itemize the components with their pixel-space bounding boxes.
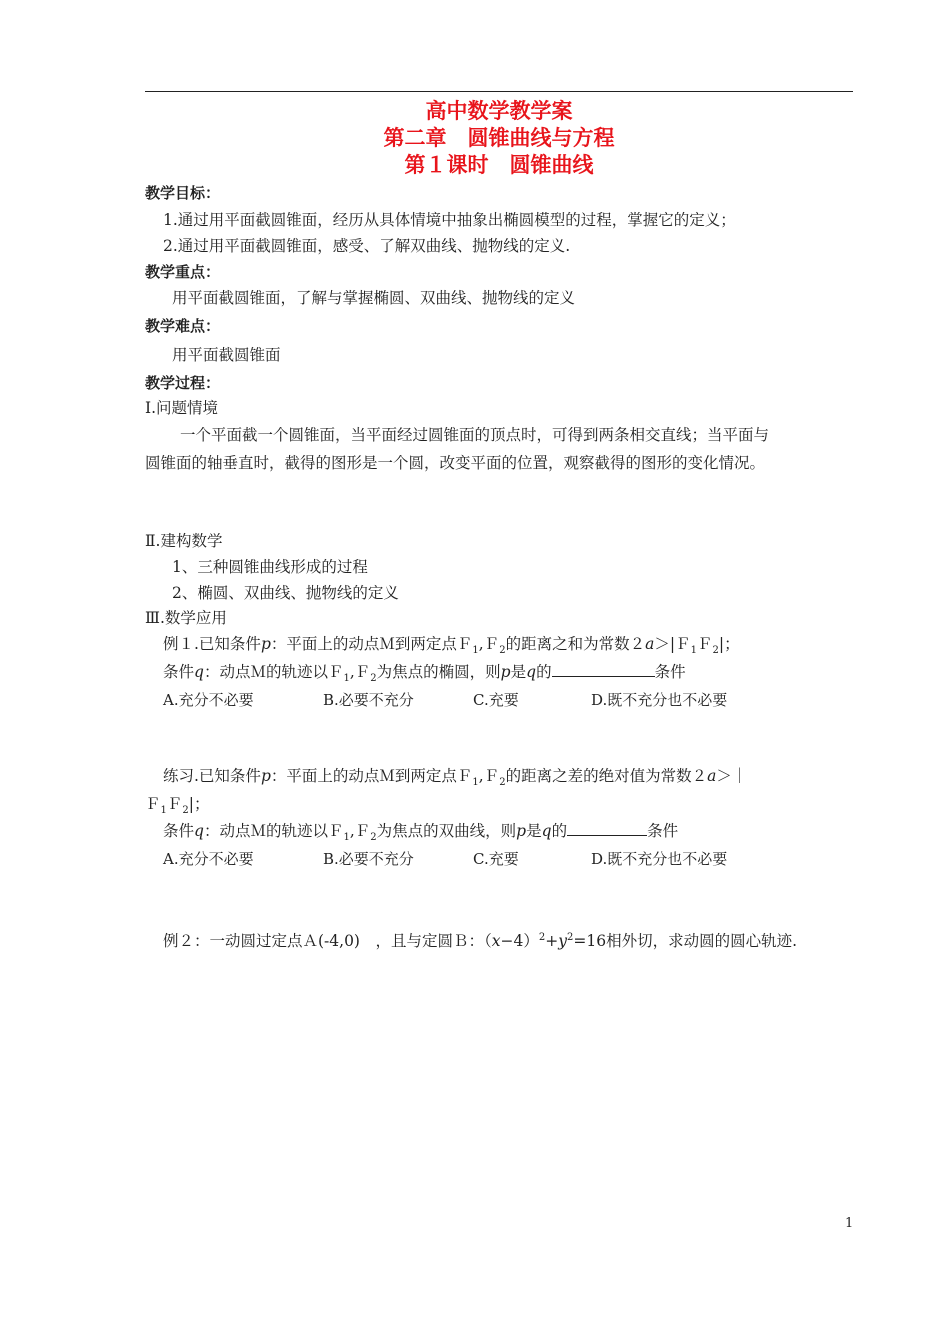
practice-option-b: B.必要不充分	[323, 850, 414, 868]
process-heading: 教学过程：	[145, 374, 221, 392]
section-2-item-1: 1、三种圆锥曲线形成的过程	[172, 558, 368, 576]
answer-blank-1	[552, 661, 655, 677]
example-2-line: 例２：一动圆过定点Ａ(-4,0) ，且与定圆Ｂ：$(x-4)^2+y^2=16$相外切，求动圆的圆心轨迹.	[163, 932, 797, 951]
example-1-option-d: D.既不充分也不必要	[591, 691, 728, 709]
lesson-title: 第１课时 圆锥曲线	[404, 153, 594, 177]
answer-blank-2	[567, 820, 647, 836]
objectives-heading: 教学目标：	[145, 184, 221, 202]
difficulties-heading: 教学难点：	[145, 317, 221, 335]
main-title: 高中数学教学案	[425, 99, 573, 123]
chapter-title: 第二章 圆锥曲线与方程	[383, 126, 615, 150]
section-1-para-line-1: 一个平面截一个圆锥面，当平面经过圆锥面的顶点时，可得到两条相交直线；当平面与	[180, 426, 770, 444]
section-1-title: Ⅰ.问题情境	[145, 399, 219, 417]
key-points-text: 用平面截圆锥面，了解与掌握椭圆、双曲线、抛物线的定义	[172, 289, 576, 307]
objective-item-2: 2.通过用平面截圆锥面，感受、了解双曲线、抛物线的定义.	[163, 237, 571, 255]
practice-line-2: Ｆ$_1$Ｆ$_2$|；	[145, 795, 210, 817]
practice-option-a: A.充分不必要	[163, 850, 254, 868]
practice-option-c: C.充要	[473, 850, 519, 868]
example-1-option-c: C.充要	[473, 691, 519, 709]
example-1-line-2: 条件q：动点Ｍ的轨迹以Ｆ$_1$,Ｆ$_2$为焦点的椭圆，则p是q的 条件	[163, 663, 686, 685]
objective-item-1: 1.通过用平面截圆锥面，经历从具体情境中抽象出椭圆模型的过程，掌握它的定义；	[163, 211, 736, 229]
page-number: 1	[845, 1216, 854, 1231]
section-2-title: Ⅱ.建构数学	[145, 532, 223, 550]
key-points-heading: 教学重点：	[145, 263, 221, 281]
example-1-option-b: B.必要不充分	[323, 691, 414, 709]
title-block	[145, 98, 853, 179]
practice-line-1: 练习.已知条件p：平面上的动点Ｍ到两定点Ｆ$_1$,Ｆ$_2$的距离之差的绝对值为常数２a＞｜	[163, 767, 748, 789]
example-1-line-1: 例１.已知条件p：平面上的动点Ｍ到两定点Ｆ$_1$,Ｆ$_2$的距离之和为常数２a＞|Ｆ$_1$Ｆ$_2$|；	[163, 635, 740, 657]
example-1-option-a: A.充分不必要	[163, 691, 254, 709]
section-2-item-2: 2、椭圆、双曲线、抛物线的定义	[172, 584, 399, 602]
difficulties-text: 用平面截圆锥面	[172, 346, 281, 364]
header-rule	[145, 91, 853, 92]
section-3-title: Ⅲ.数学应用	[145, 609, 227, 627]
practice-line-3: 条件q：动点Ｍ的轨迹以Ｆ$_1$,Ｆ$_2$为焦点的双曲线，则p是q的 条件	[163, 822, 679, 844]
practice-option-d: D.既不充分也不必要	[591, 850, 728, 868]
section-1-para-line-2: 圆锥面的轴垂直时，截得的图形是一个圆，改变平面的位置，观察截得的图形的变化情况。	[145, 454, 766, 472]
